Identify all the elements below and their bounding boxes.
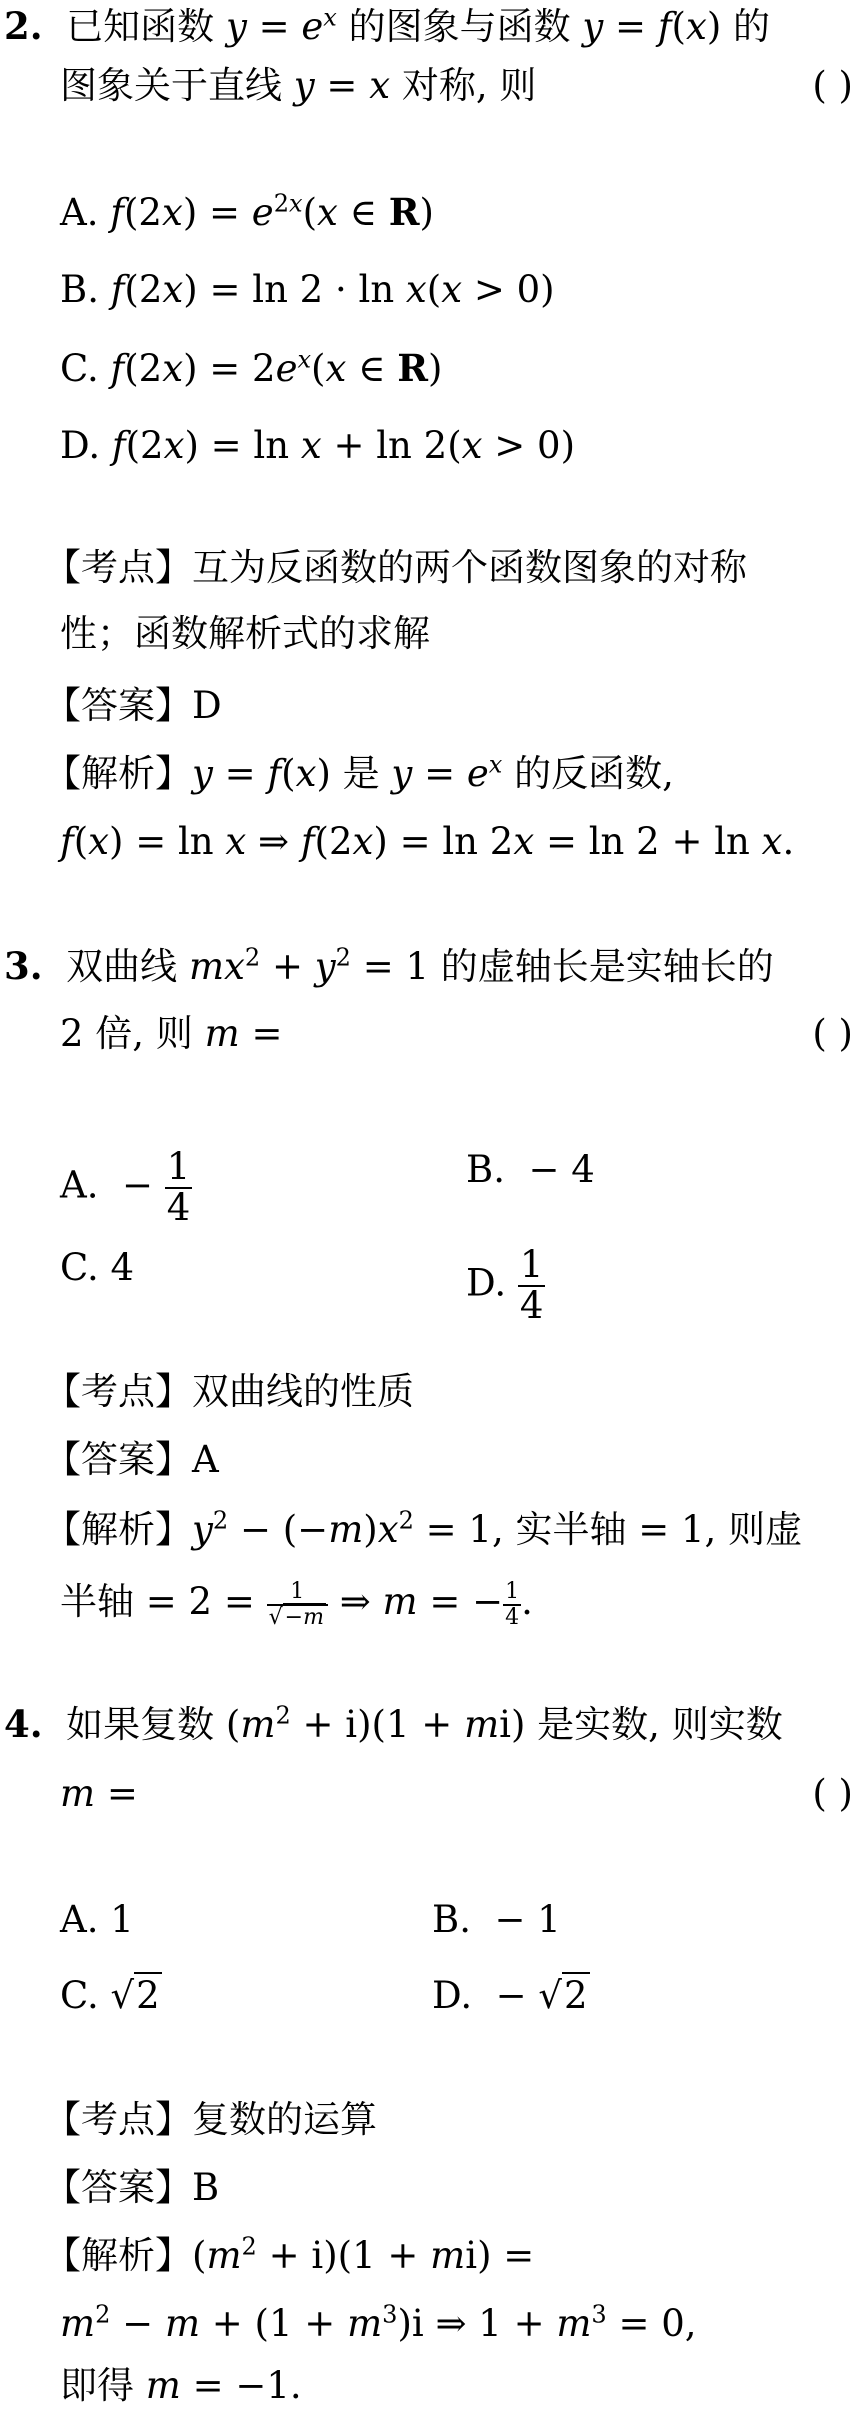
question-2-option-c: C. $f(2x) = 2e^x(x$ ∈ R) (60, 345, 443, 390)
question-4-jiexi-line2: $m^2 - m + (1 + m^3)i$ ⇒ $1 + m^3 = 0$, (60, 2300, 697, 2345)
question-2-jiexi-line2: f(x) = ln x ⇒ f(2x) = ln 2x = ln 2 + ln x. (60, 820, 795, 863)
question-2-option-a: A. $f(2x) = e^{2x}(x$ ∈ R) (60, 189, 434, 234)
question-3-option-b: B. − 4 (466, 1148, 595, 1191)
question-4-kaodian: 【考点】复数的运算 (44, 2098, 377, 2141)
question-4-option-d: D. − √2 (432, 1974, 588, 2017)
question-3-kaodian: 【考点】双曲线的性质 (44, 1370, 414, 1413)
question-4-answer: 【答案】B (44, 2166, 220, 2209)
question-2-option-b: B. f(2x) = ln 2 · ln x(x > 0) (60, 268, 555, 311)
question-4-jiexi-line3: 即得 m = −1. (60, 2364, 302, 2407)
question-3-option-c: C. 4 (60, 1246, 135, 1289)
question-3-option-d: D. $\frac{1}{4}$ (466, 1243, 544, 1327)
question-3-jiexi-line1: 【解析】$y^2 - (-m)x^2 = 1$, 实半轴 = 1, 则虚 (44, 1506, 803, 1551)
question-2-jiexi-line1: 【解析】y = f(x) 是 $y = e^x$ 的反函数, (44, 750, 674, 795)
question-4-option-c: C. √2 (60, 1974, 160, 2017)
question-3-stem-line2: 2 倍, 则 m = (60, 1012, 283, 1055)
question-2-stem-line2: 图象关于直线 y = x 对称, 则 (60, 64, 537, 107)
question-2-answer-blank: ( ) (812, 64, 853, 107)
question-4-answer-blank: ( ) (812, 1772, 853, 1815)
question-4-jiexi-line1: 【解析】$(m^2 + i)(1 + mi)$ = (44, 2232, 535, 2277)
question-2-option-d: D. f(2x) = ln x + ln 2(x > 0) (60, 424, 576, 467)
question-4-stem-line1: 4. 如果复数 $(m^2 + i)(1 + mi)$ 是实数, 则实数 (4, 1701, 783, 1746)
question-3-answer-blank: ( ) (812, 1012, 853, 1055)
question-2-answer: 【答案】D (44, 684, 222, 727)
question-2-kaodian-line2: 性；函数解析式的求解 (60, 612, 430, 655)
question-4-stem-line2: m = (60, 1772, 138, 1815)
question-3-jiexi-line2: 半轴 = 2 = $\frac{1}{√-m}$ ⇒ m = − $\frac{1}{4}$ . (60, 1579, 533, 1630)
question-2-stem-line1: 2. 已知函数 $y = e^x$ 的图象与函数 y = f(x) 的 (4, 3, 771, 48)
question-4-option-a: A. 1 (60, 1898, 134, 1941)
question-4-option-b: B. − 1 (432, 1898, 561, 1941)
question-3-stem-line1: 3. 双曲线 $mx^2 + y^2 = 1$ 的虚轴长是实轴长的 (4, 943, 774, 988)
question-3-option-a: A. − $\frac{1}{4}$ (60, 1145, 191, 1229)
question-2-kaodian-line1: 【考点】互为反函数的两个函数图象的对称 (44, 546, 747, 589)
question-3-answer: 【答案】A (44, 1438, 219, 1481)
